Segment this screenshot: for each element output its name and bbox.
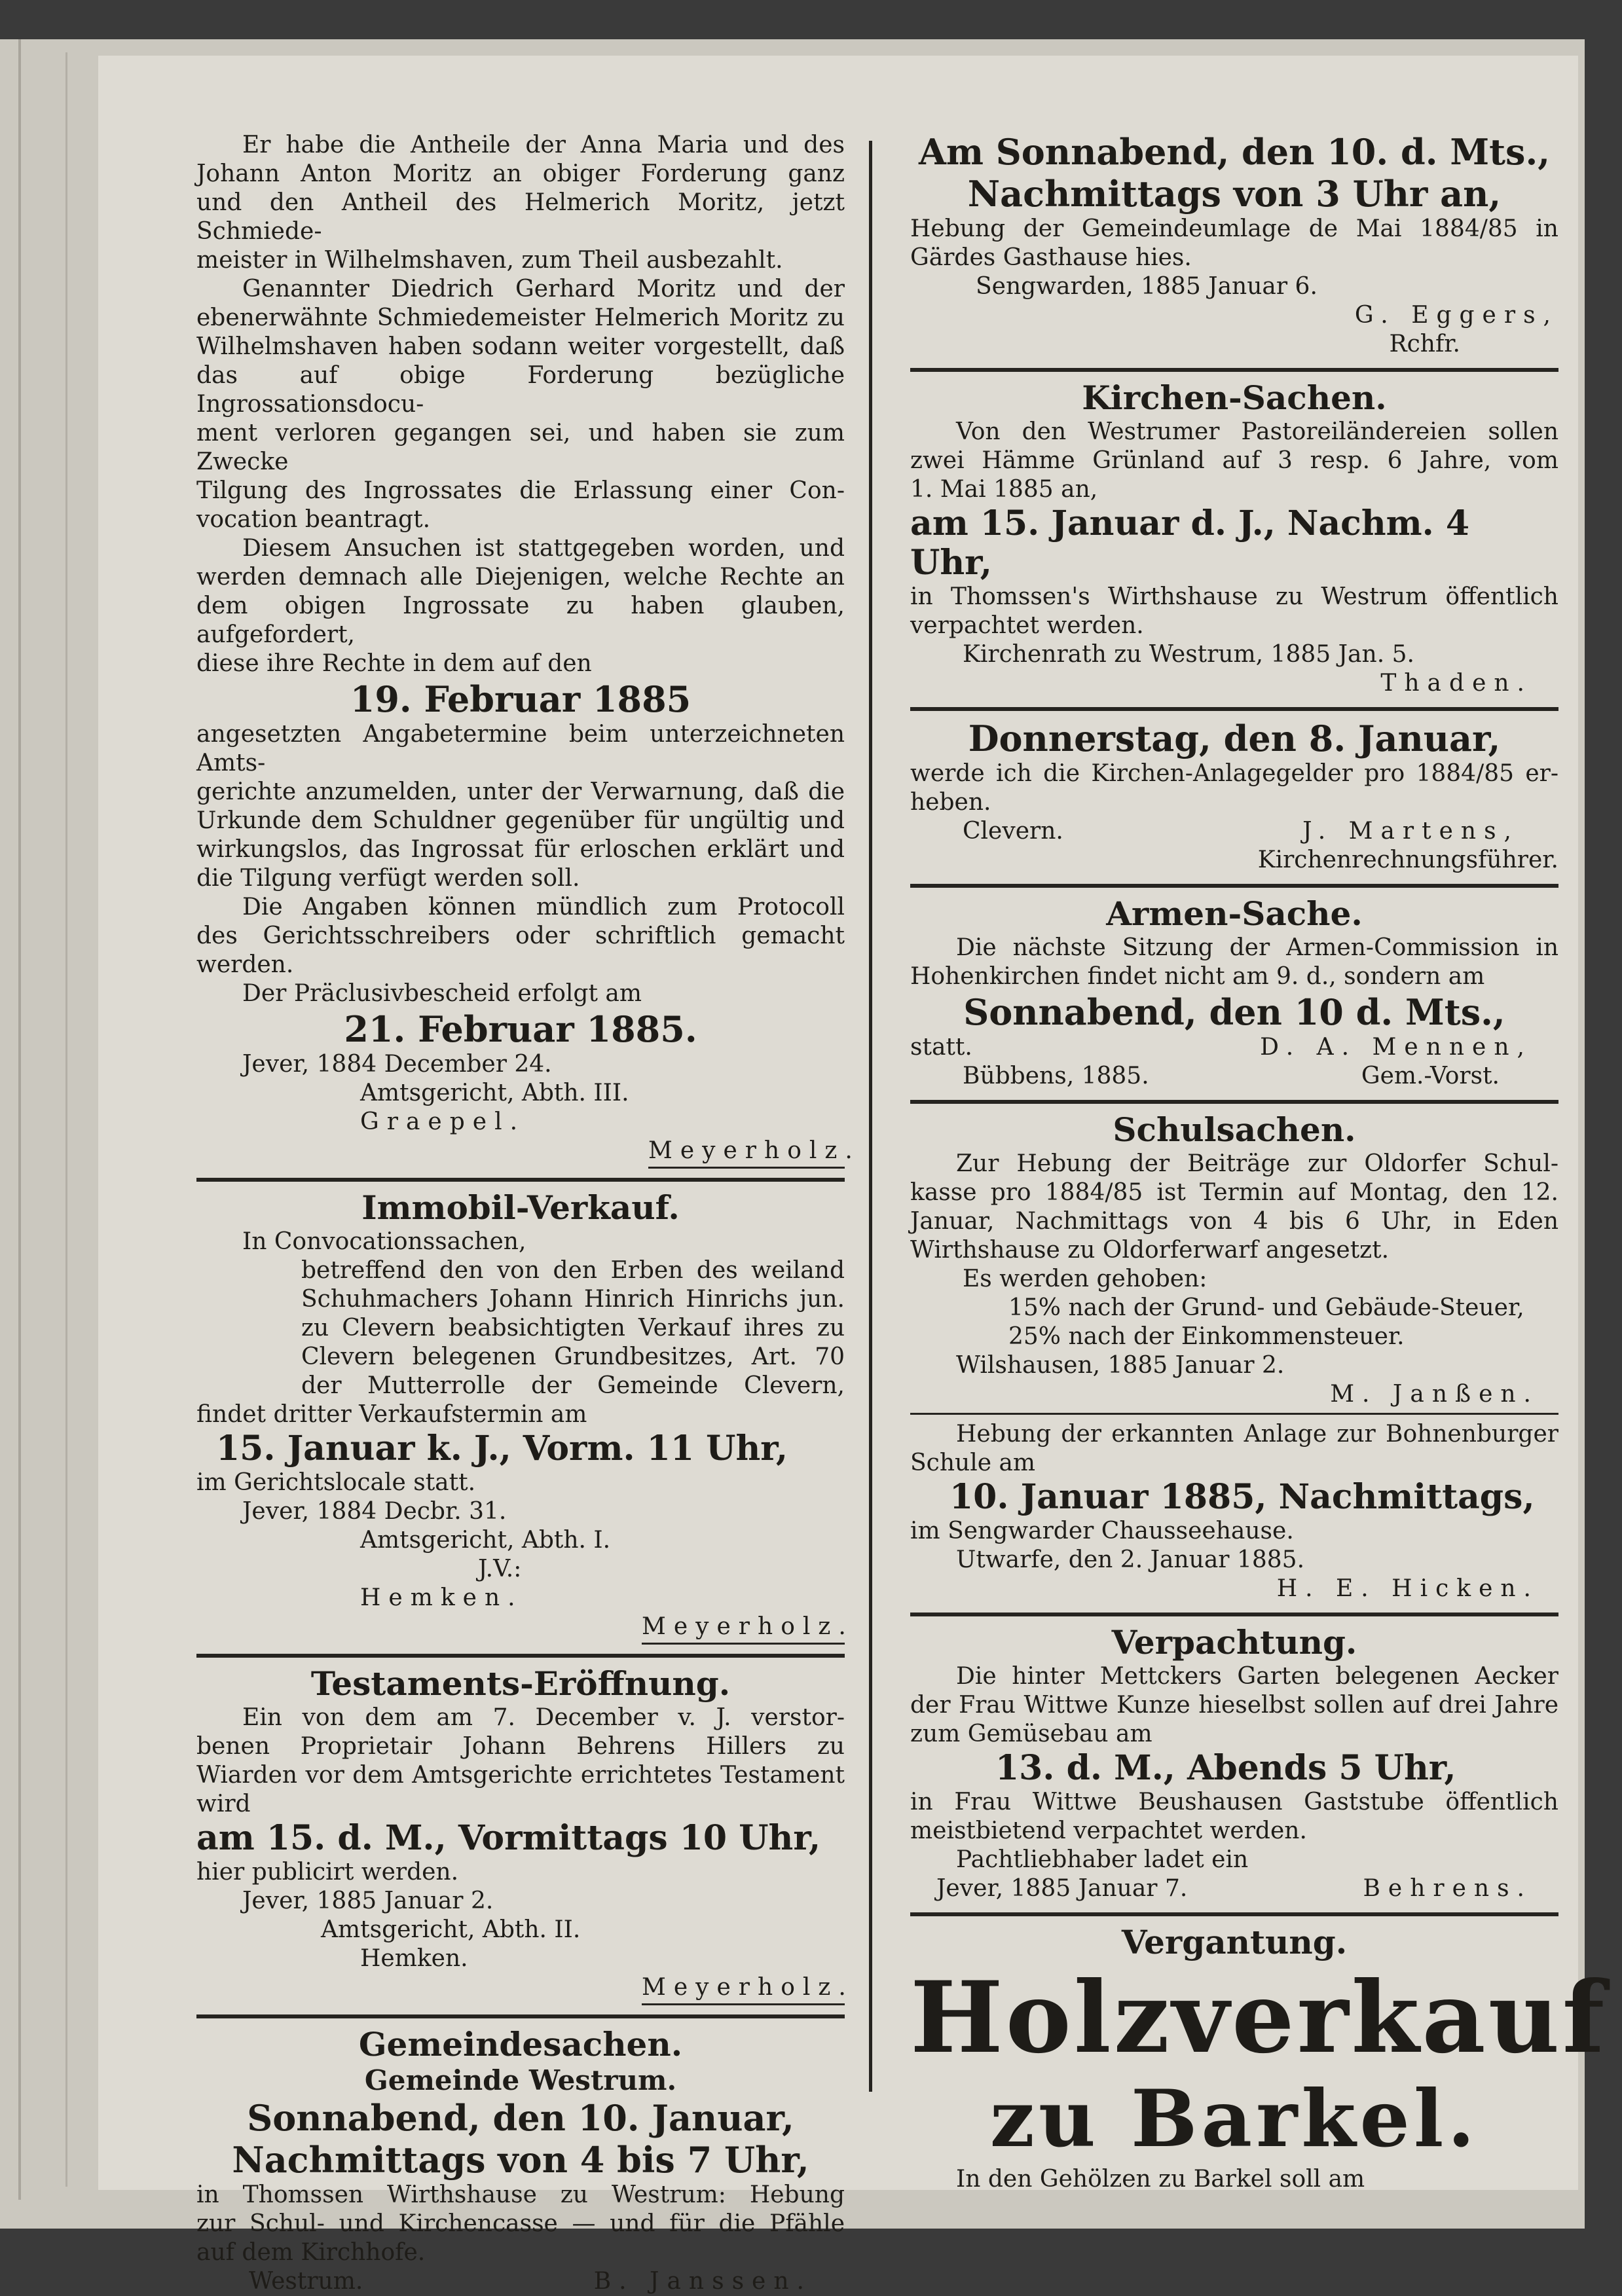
- text-line: Wilhelmshaven haben sodann weiter vorgestellt, daß: [196, 333, 845, 360]
- text-line: 1. Mai 1885 an,: [910, 476, 1098, 503]
- notice-testament: [196, 1664, 854, 2005]
- signatory: H. E. Hicken.: [1276, 1575, 1539, 1602]
- section-rule: [910, 1613, 1558, 1616]
- place-date: Jever, 1884 December 24.: [242, 1051, 552, 1078]
- text-line: Die hinter Mettckers Garten belegenen Aecker: [956, 1663, 1558, 1690]
- section-title: Schulsachen.: [1113, 1110, 1356, 1149]
- text-line: statt.: [910, 1034, 972, 1061]
- section-title: Verpachtung.: [1111, 1623, 1357, 1662]
- place-date: Sengwarden, 1885 Januar 6.: [976, 273, 1318, 300]
- text-line: Hohenkirchen findet nicht am 9. d., sondern am: [910, 963, 1485, 990]
- signatory-role: Rchfr.: [1389, 331, 1460, 357]
- notice-gemeindesachen: [196, 2025, 845, 2296]
- section-title: Armen-Sache.: [1106, 894, 1363, 933]
- signatory: G. Eggers,: [1354, 302, 1558, 329]
- text-line: angesetzten Angabetermine beim unterzeichneten Amts-: [196, 721, 845, 776]
- text-line: dem obigen Ingrossate zu haben glauben, aufgefordert,: [196, 592, 845, 648]
- section-rule: [910, 707, 1558, 711]
- notice-kirchen-anlagegelder: [910, 718, 1558, 875]
- section-rule: [910, 884, 1558, 888]
- signatory: Meyerholz.: [642, 1973, 845, 2005]
- text-line: gerichte anzumelden, unter der Verwarnung, daß die: [196, 778, 845, 805]
- text-line: Schule am: [910, 1449, 1036, 1476]
- text-line: findet dritter Verkaufstermin am: [196, 1401, 587, 1428]
- court-name: Amtsgericht, Abth. I.: [360, 1527, 611, 1554]
- text-line: Hebung der Gemeindeumlage de Mai 1884/85 in: [910, 215, 1558, 242]
- text-line: und den Antheil des Helmerich Moritz, jetzt Schmiede-: [196, 189, 845, 245]
- section-title: Vergantung.: [1121, 1923, 1348, 1961]
- text-line: Er habe die Antheile der Anna Maria und des: [242, 132, 845, 158]
- date-heading: Am Sonnabend, den 10. d. Mts.,: [918, 131, 1551, 173]
- text-line: Es werden gehoben:: [963, 1266, 1207, 1292]
- section-rule: [196, 2014, 845, 2018]
- text-line: betreffend den von den Erben des weiland: [301, 1257, 845, 1284]
- text-line: Urkunde dem Schuldner gegenüber für ungültig und: [196, 807, 845, 834]
- place-date: Jever, 1884 Decbr. 31.: [242, 1498, 507, 1525]
- headline: Holzverkauf: [910, 1960, 1608, 2075]
- text-line: heben.: [910, 789, 991, 816]
- place-date: Utwarfe, den 2. Januar 1885.: [956, 1546, 1305, 1573]
- signatory: Meyerholz.: [642, 1613, 845, 1645]
- notice-verpachtung: [910, 1623, 1558, 1903]
- text-line: zur Schul- und Kirchencasse — und für die Pfähle: [196, 2210, 845, 2237]
- signatory: Hemken.: [360, 1945, 468, 1972]
- text-line: in Thomssen Wirthshause zu Westrum: Hebung: [196, 2181, 845, 2208]
- place-date: Wilshausen, 1885 Januar 2.: [956, 1352, 1285, 1379]
- column-separator: [869, 141, 872, 2092]
- page-edge: [18, 39, 21, 2200]
- court-name: Amtsgericht, Abth. III.: [360, 1080, 629, 1106]
- text-line: In den Gehölzen zu Barkel soll am: [956, 2166, 1365, 2193]
- text-line: des Gerichtsschreibers oder schriftlich gemacht werden.: [196, 922, 845, 978]
- text-line: Diesem Ansuchen ist stattgegeben worden, und: [242, 535, 845, 562]
- text-line: wirkungslos, das Ingrossat für erloschen erklärt und: [196, 836, 845, 863]
- date-heading: 10. Januar 1885, Nachmittags,: [949, 1477, 1535, 1517]
- section-title: Gemeindesachen.: [358, 2025, 683, 2064]
- text-line: Wiarden vor dem Amtsgerichte errichtetes Testament: [196, 1762, 845, 1789]
- section-rule: [910, 1100, 1558, 1104]
- signatory: B. Janssen.: [593, 2268, 812, 2295]
- text-line: Die nächste Sitzung der Armen-Commission in: [956, 934, 1558, 961]
- right-column: [910, 131, 1608, 2194]
- notice-convocation: [196, 131, 860, 1169]
- date-heading: 19. Februar 1885: [350, 678, 691, 720]
- place-date: Westrum.: [249, 2268, 363, 2295]
- date-heading: Nachmittags von 4 bis 7 Uhr,: [232, 2139, 809, 2181]
- text-line: meistbietend verpachtet werden.: [910, 1817, 1307, 1844]
- text-line: Genannter Diedrich Gerhard Moritz und der: [242, 276, 845, 302]
- text-line: zu Clevern beabsichtigten Verkauf ihres zu: [301, 1315, 845, 1341]
- text-line: zum Gemüsebau am: [910, 1721, 1152, 1747]
- text-line: im Sengwarder Chausseehause.: [910, 1518, 1294, 1544]
- date-heading: Donnerstag, den 8. Januar,: [968, 718, 1501, 759]
- signatory: D. A. Mennen,: [1260, 1034, 1532, 1061]
- text-line: verpachtet werden.: [910, 612, 1144, 639]
- date-heading: Nachmittags von 3 Uhr an,: [967, 173, 1502, 215]
- text-line: Pachtliebhaber ladet ein: [956, 1846, 1249, 1873]
- section-title: Immobil-Verkauf.: [361, 1188, 680, 1227]
- text-line: Zur Hebung der Beiträge zur Oldorfer Schul-: [956, 1150, 1558, 1177]
- page-edge-inner: [65, 52, 67, 2187]
- text-line: Clevern belegenen Grundbesitzes, Art. 70: [301, 1343, 845, 1370]
- signatory: Hemken.: [360, 1584, 523, 1611]
- text-line: wird: [196, 1791, 251, 1817]
- text-line: Januar, Nachmittags von 4 bis 6 Uhr, in Eden: [910, 1208, 1558, 1235]
- signatory: M. Janßen.: [1330, 1381, 1539, 1408]
- section-rule: [196, 1654, 845, 1658]
- text-line: zwei Hämme Grünland auf 3 resp. 6 Jahre, vom: [910, 447, 1558, 474]
- date-heading: Sonnabend, den 10. Januar,: [247, 2097, 794, 2139]
- text-line: meister in Wilhelmshaven, zum Theil ausbezahlt.: [196, 247, 783, 274]
- text-line: Hebung der erkannten Anlage zur Bohnenburger: [956, 1421, 1558, 1448]
- section-subtitle: Gemeinde Westrum.: [364, 2064, 677, 2096]
- text-line: der Frau Wittwe Kunze hieselbst sollen auf drei Jahre: [910, 1692, 1558, 1719]
- section-title: Kirchen-Sachen.: [1082, 378, 1387, 417]
- date-heading: Sonnabend, den 10 d. Mts.,: [963, 991, 1505, 1033]
- notice-gemeindeumlage: [910, 131, 1558, 359]
- section-rule: [910, 1912, 1558, 1916]
- signatory-role: Kirchenrechnungsführer.: [1257, 847, 1558, 873]
- signatory-role: Gem.-Vorst.: [1361, 1063, 1500, 1089]
- text-line: diese ihre Rechte in dem auf den: [196, 650, 592, 677]
- notice-kirchen-sachen: [910, 378, 1558, 698]
- text-line: ment verloren gegangen sei, und haben sie zum Zwecke: [196, 420, 845, 475]
- section-rule: [910, 1413, 1558, 1415]
- text-line: werden demnach alle Diejenigen, welche Rechte an: [196, 564, 845, 591]
- section-rule: [910, 368, 1558, 372]
- text-line: 25% nach der Einkommensteuer.: [1008, 1323, 1405, 1350]
- notice-bohnenburger-schule: [910, 1420, 1558, 1603]
- date-heading: am 15. d. M., Vormittags 10 Uhr,: [196, 1818, 821, 1858]
- date-heading: 21. Februar 1885.: [344, 1008, 697, 1050]
- text-line: Gärdes Gasthause hies.: [910, 244, 1192, 271]
- text-line: hier publicirt werden.: [196, 1859, 459, 1886]
- place-date: Clevern.: [963, 818, 1063, 845]
- text-line: Schuhmachers Johann Hinrich Hinrichs jun.: [301, 1286, 845, 1313]
- signatory: Meyerholz.: [648, 1137, 845, 1169]
- text-line: werde ich die Kirchen-Anlagegelder pro 1884/85 er-: [910, 760, 1558, 787]
- section-rule: [196, 1178, 845, 1182]
- headline: zu Barkel.: [989, 2073, 1479, 2165]
- text-line: J.V.:: [478, 1556, 522, 1582]
- court-name: Amtsgericht, Abth. II.: [321, 1916, 581, 1943]
- text-line: Wirthshause zu Oldorferwarf angesetzt.: [910, 1237, 1390, 1264]
- place-date: Jever, 1885 Januar 7.: [936, 1875, 1188, 1902]
- place-date: Kirchenrath zu Westrum, 1885 Jan. 5.: [963, 641, 1414, 668]
- notice-immobil-verkauf: [196, 1188, 854, 1645]
- signatory: Thaden.: [1380, 670, 1532, 697]
- text-line: Ein von dem am 7. December v. J. verstor-: [242, 1704, 845, 1731]
- place-date: Bübbens, 1885.: [963, 1063, 1149, 1089]
- text-line: auf dem Kirchhofe.: [196, 2239, 426, 2266]
- signatory: Graepel.: [360, 1108, 526, 1135]
- text-line: Der Präclusivbescheid erfolgt am: [242, 980, 642, 1007]
- notice-schulsachen: [910, 1110, 1558, 1409]
- date-heading: 13. d. M., Abends 5 Uhr,: [995, 1748, 1456, 1788]
- text-line: Tilgung des Ingrossates die Erlassung einer Con-: [196, 477, 845, 504]
- date-heading: am 15. Januar d. J., Nachm. 4 Uhr,: [910, 503, 1470, 583]
- text-line: Johann Anton Moritz an obiger Forderung ganz: [196, 160, 845, 187]
- text-line: in Thomssen's Wirthshause zu Westrum öffentlich: [910, 583, 1558, 610]
- text-line: die Tilgung verfügt werden soll.: [196, 865, 580, 892]
- text-line: benen Proprietair Johann Behrens Hillers zu: [196, 1733, 845, 1760]
- text-line: Die Angaben können mündlich zum Protocoll: [242, 894, 845, 920]
- notice-armen-sache: [910, 894, 1558, 1091]
- text-line: der Mutterrolle der Gemeinde Clevern,: [301, 1372, 845, 1399]
- notice-holzverkauf: [910, 1923, 1608, 2194]
- text-line: im Gerichtslocale statt.: [196, 1469, 476, 1496]
- text-line: 15% nach der Grund- und Gebäude-Steuer,: [1008, 1294, 1524, 1321]
- section-title: Testaments-Eröffnung.: [310, 1664, 731, 1703]
- text-line: ebenerwähnte Schmiedemeister Helmerich Moritz zu: [196, 304, 845, 331]
- text-line: Von den Westrumer Pastoreiländereien sollen: [956, 418, 1558, 445]
- text-line: In Convocationssachen,: [242, 1228, 526, 1255]
- date-heading: 15. Januar k. J., Vorm. 11 Uhr,: [216, 1429, 788, 1468]
- text-line: in Frau Wittwe Beushausen Gaststube öffentlich: [910, 1789, 1558, 1815]
- text-line: vocation beantragt.: [196, 506, 431, 533]
- text-line: das auf obige Forderung bezügliche Ingrossationsdocu-: [196, 362, 845, 418]
- place-date: Jever, 1885 Januar 2.: [242, 1887, 494, 1914]
- left-column: [196, 131, 860, 2296]
- signatory: Behrens.: [1363, 1875, 1532, 1902]
- text-line: kasse pro 1884/85 ist Termin auf Montag, den 12.: [910, 1179, 1558, 1206]
- signatory: J. Martens,: [1302, 818, 1519, 845]
